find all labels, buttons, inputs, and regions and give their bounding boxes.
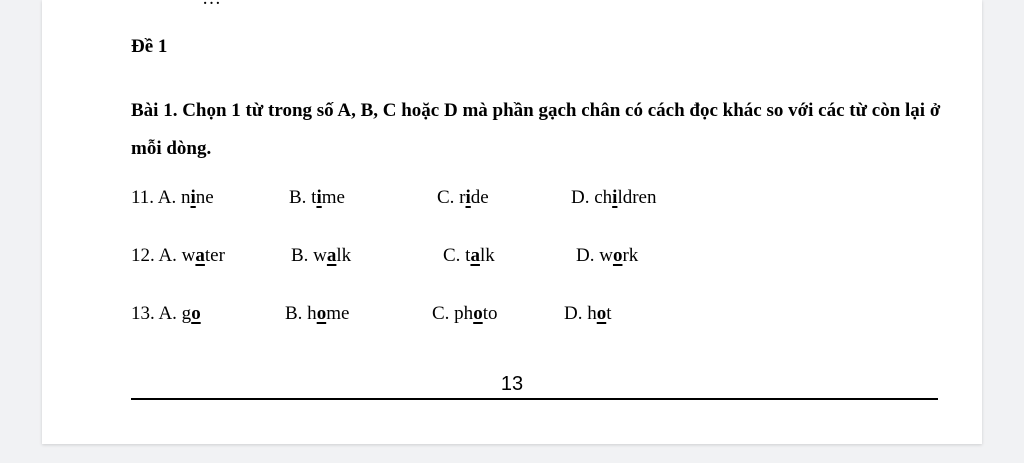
- option-prefix: D. h: [564, 303, 597, 324]
- option-suffix: ter: [204, 245, 225, 266]
- question-number: 11.: [131, 187, 158, 208]
- option-suffix: t: [606, 303, 612, 324]
- question-number: 12.: [131, 245, 159, 266]
- option-prefix: D. w: [576, 245, 613, 266]
- option-prefix: A. n: [157, 187, 191, 208]
- underlined-letter: i: [316, 187, 322, 208]
- question-option-a: [131, 303, 201, 325]
- option-prefix: D. ch: [571, 187, 613, 208]
- underlined-letter: i: [465, 187, 471, 208]
- footer-divider: [131, 398, 938, 400]
- option-suffix: to: [482, 303, 498, 324]
- option-prefix: A. g: [158, 303, 192, 324]
- option-prefix: B. t: [289, 187, 317, 208]
- option-prefix: B. h: [285, 303, 317, 324]
- option-suffix: lk: [479, 245, 495, 266]
- document-page: [42, 0, 982, 444]
- question-option-b: [289, 187, 345, 209]
- underlined-letter: o: [473, 303, 483, 324]
- underlined-letter: o: [316, 303, 327, 324]
- option-suffix: lk: [336, 245, 352, 266]
- question-option-b: [285, 303, 349, 325]
- question-option-d: [576, 245, 638, 267]
- underlined-letter: o: [612, 245, 623, 266]
- option-prefix: C. t: [443, 245, 471, 266]
- question-option-c: [443, 245, 495, 267]
- option-suffix: me: [326, 303, 350, 324]
- option-suffix: rk: [622, 245, 639, 266]
- clipped-text-top: [202, 0, 221, 10]
- underlined-letter: o: [596, 303, 607, 324]
- question-option-c: [437, 187, 489, 209]
- option-prefix: C. ph: [432, 303, 474, 324]
- exercise-instruction: Bài 1. Chọn 1 từ trong số A, B, C hoặc D mà phần gạch chân có cách đọc khác so với các từ còn lại ở mỗi dòng.: [131, 100, 941, 159]
- option-suffix: ldren: [617, 187, 657, 208]
- option-suffix: me: [321, 187, 345, 208]
- underlined-letter: o: [191, 303, 201, 324]
- option-prefix: A. w: [158, 245, 196, 266]
- option-prefix: C. r: [437, 187, 466, 208]
- question-option-b: [291, 245, 351, 267]
- exam-heading: Đề 1: [131, 36, 168, 57]
- underlined-letter: a: [470, 245, 480, 266]
- option-suffix: de: [470, 187, 489, 208]
- question-option-a: [131, 245, 225, 267]
- underlined-letter: a: [195, 245, 205, 266]
- underlined-letter: a: [326, 245, 337, 266]
- question-option-a: [131, 187, 214, 209]
- question-option-c: [432, 303, 497, 325]
- option-suffix: ne: [195, 187, 214, 208]
- option-prefix: B. w: [291, 245, 327, 266]
- underlined-letter: i: [612, 187, 618, 208]
- question-option-d: [564, 303, 612, 325]
- page-number: 13: [500, 373, 524, 395]
- underlined-letter: i: [190, 187, 196, 208]
- question-option-d: [571, 187, 656, 209]
- question-number: 13.: [131, 303, 159, 324]
